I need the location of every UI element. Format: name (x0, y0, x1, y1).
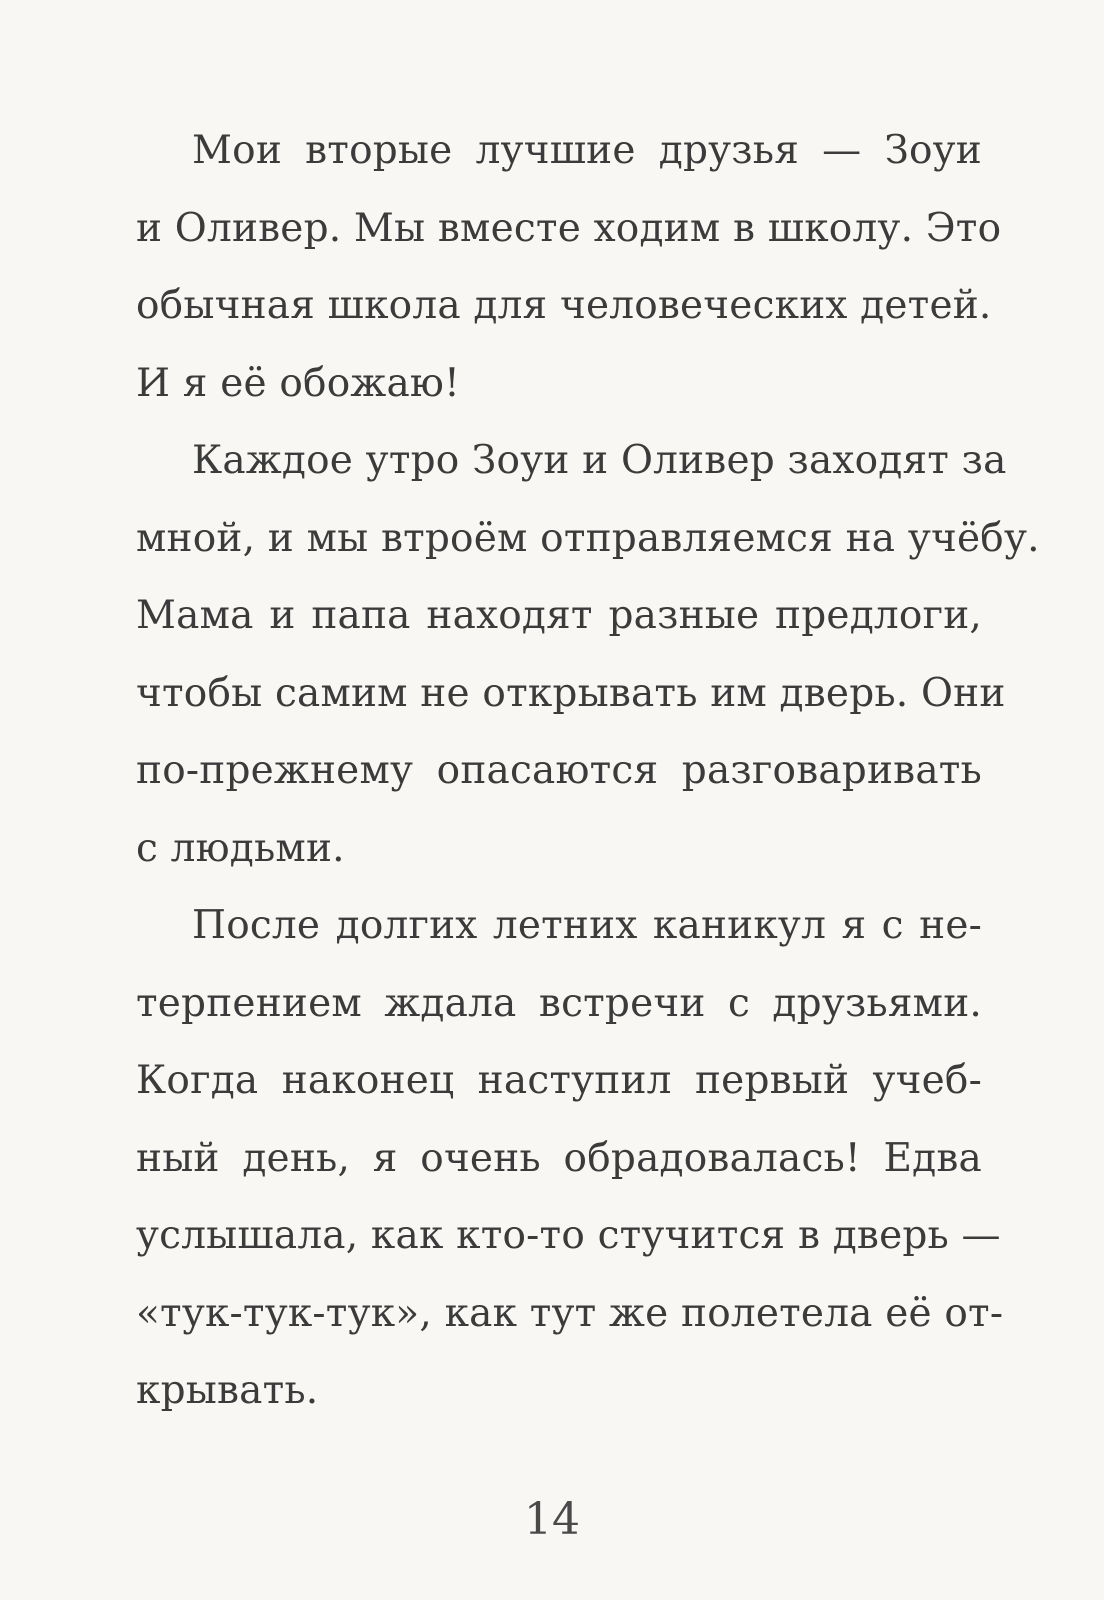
body-text (136, 112, 1040, 1430)
text-line: мной, и мы втроём отправляемся на учёбу. (136, 515, 1040, 561)
text-line: Мама и папа находят разные предлоги, (136, 593, 982, 638)
text-line: с людьми. (136, 825, 345, 871)
text-line: После долгих летних каникул я с не- (192, 903, 982, 948)
text-line: И я её обожаю! (136, 360, 460, 406)
text-line: обычная школа для человеческих детей. (136, 283, 992, 328)
text-line: по-прежнему опасаются разговаривать (136, 748, 982, 793)
text-line: ный день, я очень обрадовалась! Едва (136, 1135, 982, 1181)
text-line: услышала, как кто-то стучится в дверь — (136, 1213, 1001, 1258)
text-line: Каждое утро Зоуи и Оливер заходят за (192, 438, 1007, 483)
text-line: Мои вторые лучшие друзья — Зоуи (192, 128, 982, 173)
text-line: терпением ждала встречи с друзьями. (136, 980, 982, 1026)
text-line: и Оливер. Мы вместе ходим в школу. Это (136, 205, 1002, 251)
text-line: крывать. (136, 1368, 319, 1413)
text-line: «тук-тук-тук», как тут же полетела её от- (136, 1290, 1004, 1336)
text-line: чтобы самим не открывать им дверь. Они (136, 670, 1006, 716)
text-line: Когда наконец наступил первый учеб- (136, 1058, 982, 1103)
page-number: 14 (524, 1494, 580, 1545)
